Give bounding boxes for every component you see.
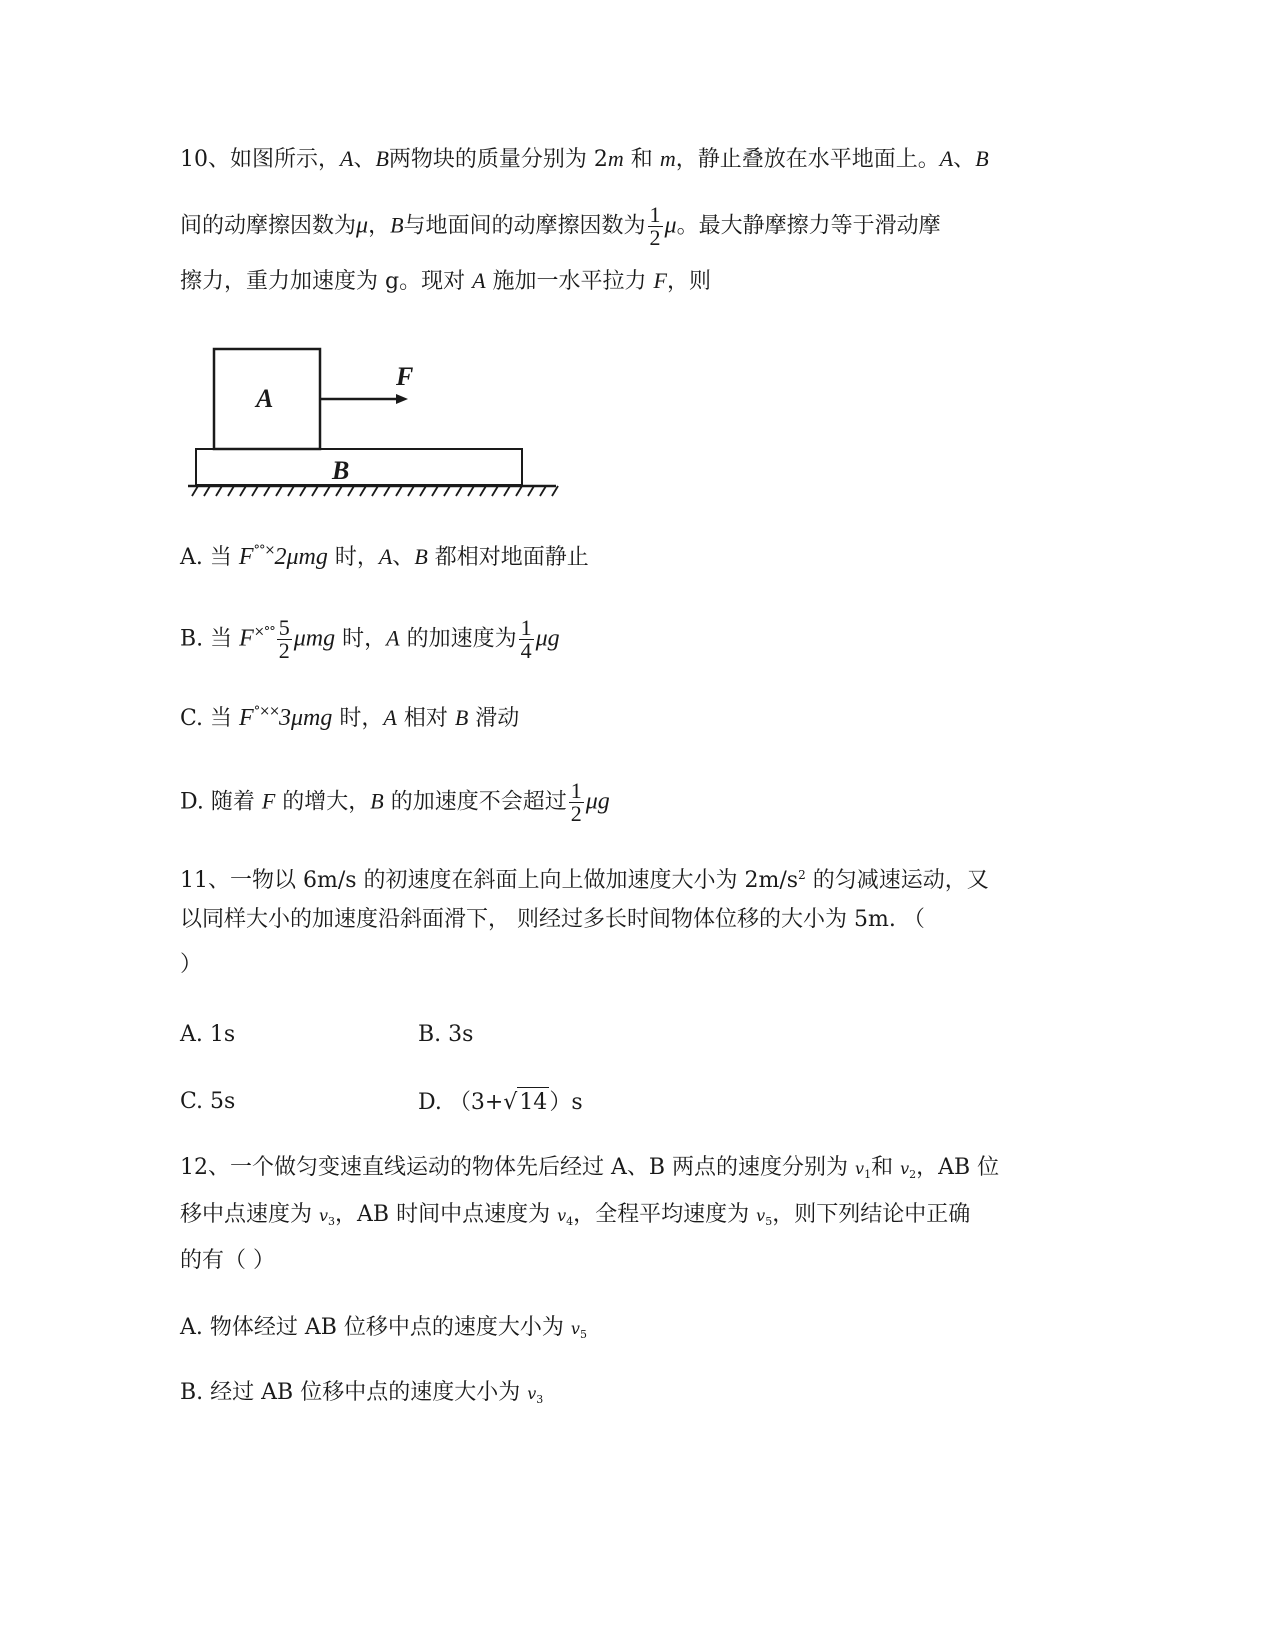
q10-text: 施加一水平拉力 bbox=[485, 269, 654, 294]
q12-line2 bbox=[180, 1200, 970, 1237]
option-text: 的增大， bbox=[275, 789, 371, 815]
option-text: D. （3+ bbox=[418, 1090, 504, 1115]
q12-text: ，全程平均速度为 bbox=[573, 1202, 757, 1227]
fraction-numerator: 1 bbox=[520, 615, 532, 640]
option-text: 滑动 bbox=[468, 706, 520, 731]
q12-text: ，则下列结论中正确 bbox=[772, 1202, 971, 1227]
label-A: A bbox=[256, 384, 274, 413]
option-text: 时， bbox=[332, 706, 384, 731]
q11-option-a: A. 1s bbox=[180, 1022, 236, 1047]
fraction-five-halves bbox=[277, 617, 292, 662]
sqrt-radicand: 14 bbox=[517, 1087, 549, 1118]
hatch-mark bbox=[504, 486, 510, 496]
option-text: A. 当 bbox=[180, 545, 239, 570]
var-B: B bbox=[414, 544, 428, 569]
hatch-mark bbox=[228, 486, 234, 496]
fraction-one-half bbox=[569, 780, 584, 825]
subscript: 5 bbox=[579, 1328, 587, 1341]
var-F: F bbox=[239, 625, 254, 652]
hatch-mark bbox=[372, 486, 378, 496]
q12-text: 和 bbox=[871, 1155, 901, 1180]
q12-option-a bbox=[180, 1313, 587, 1350]
q10-option-c bbox=[180, 697, 519, 734]
fraction-numerator: 1 bbox=[649, 202, 661, 227]
hatch-mark bbox=[384, 486, 390, 496]
var-mu: μ bbox=[664, 212, 677, 239]
hatch-mark bbox=[300, 486, 306, 496]
option-text: C. 当 bbox=[180, 706, 240, 731]
q11-option-c: C. 5s bbox=[180, 1089, 236, 1114]
q11-options-row2 bbox=[180, 1087, 235, 1117]
label-F: F bbox=[396, 362, 414, 391]
q12-line1 bbox=[180, 1153, 999, 1190]
q12-text: ，AB 时间中点速度为 bbox=[335, 1202, 558, 1227]
hatch-mark bbox=[216, 486, 222, 496]
q12-text: 12、一个做匀变速直线运动的物体先后经过 A、B 两点的速度分别为 bbox=[180, 1155, 856, 1180]
q10-line3 bbox=[180, 266, 711, 297]
q11-option-b: B. 3s bbox=[418, 1022, 474, 1047]
hatch-mark bbox=[492, 486, 498, 496]
hatch-mark bbox=[468, 486, 474, 496]
var-v: v bbox=[756, 1206, 766, 1225]
var-v: v bbox=[855, 1159, 865, 1178]
q10-text: ，则 bbox=[666, 269, 711, 294]
hatch-mark bbox=[516, 486, 522, 496]
superscript: 2 bbox=[798, 868, 806, 882]
hatch-mark bbox=[312, 486, 318, 496]
block-diagram bbox=[186, 343, 566, 503]
q10-option-d bbox=[180, 780, 610, 825]
hatch-mark bbox=[204, 486, 210, 496]
math-expr: 3μmg bbox=[279, 705, 333, 731]
var-F: F bbox=[238, 544, 254, 570]
var-B: B bbox=[975, 146, 989, 171]
hatch-mark bbox=[444, 486, 450, 496]
var-A: A bbox=[383, 705, 397, 730]
label-B: B bbox=[332, 456, 350, 485]
option-text: 时， bbox=[335, 626, 387, 652]
ground-hatching bbox=[192, 486, 558, 496]
q10-line2 bbox=[180, 204, 941, 249]
q11-text: 的匀减速运动，又 bbox=[805, 868, 989, 893]
option-text: 相对 bbox=[396, 706, 455, 731]
q10-text: 和 bbox=[623, 147, 660, 172]
q12-line3: 的有（ ） bbox=[180, 1248, 275, 1273]
hatch-mark bbox=[540, 486, 546, 496]
arrow-head-icon bbox=[396, 394, 408, 404]
q12-option-b bbox=[180, 1378, 543, 1415]
q12-text: ，AB 位 bbox=[916, 1155, 1000, 1180]
option-text: 的加速度不会超过 bbox=[383, 789, 567, 815]
fraction-numerator: 1 bbox=[570, 778, 582, 803]
var-v: v bbox=[570, 1319, 580, 1338]
option-text: A. 物体经过 AB 位移中点的速度大小为 bbox=[180, 1315, 571, 1340]
var-A: A bbox=[939, 146, 954, 171]
option-text: D. 随着 bbox=[180, 789, 262, 815]
var-B: B bbox=[375, 146, 389, 171]
hatch-mark bbox=[480, 486, 486, 496]
garbled-symbol: ×°° bbox=[253, 624, 275, 640]
var-A: A bbox=[378, 544, 393, 569]
var-A: A bbox=[472, 268, 486, 293]
q10-text: 两物块的质量分别为 2 bbox=[388, 147, 608, 172]
hatch-mark bbox=[264, 486, 270, 496]
block-B bbox=[196, 449, 522, 485]
q11-line1 bbox=[180, 860, 989, 896]
var-m: m bbox=[659, 146, 676, 171]
fraction-denominator: 4 bbox=[520, 638, 532, 663]
math-expr: μg bbox=[535, 625, 560, 652]
hatch-mark bbox=[432, 486, 438, 496]
option-text: 都相对地面静止 bbox=[427, 545, 589, 570]
math-expr: μmg bbox=[293, 625, 336, 652]
var-m: m bbox=[607, 146, 624, 171]
hatch-mark bbox=[336, 486, 342, 496]
fraction-denominator: 2 bbox=[649, 225, 661, 250]
q11-line2: 以同样大小的加速度沿斜面滑下， 则经过多长时间物体位移的大小为 5m. （ bbox=[180, 907, 925, 932]
var-F: F bbox=[653, 268, 667, 293]
q10-text: 、 bbox=[353, 147, 376, 172]
q10-text: 擦力，重力加速度为 g。现对 bbox=[180, 269, 473, 294]
hatch-mark bbox=[276, 486, 282, 496]
option-text: 时， bbox=[327, 545, 379, 570]
var-v: v bbox=[527, 1384, 537, 1403]
q10-text: 、 bbox=[953, 147, 976, 172]
hatch-mark bbox=[348, 486, 354, 496]
q11-option-d: D. （3+√14）s bbox=[418, 1087, 583, 1118]
var-B: B bbox=[370, 788, 384, 814]
subscript: 2 bbox=[909, 1168, 917, 1181]
q11-line3: ） bbox=[180, 952, 203, 977]
q10-option-a bbox=[180, 536, 589, 573]
hatch-mark bbox=[360, 486, 366, 496]
var-v: v bbox=[900, 1159, 910, 1178]
subscript: 3 bbox=[536, 1393, 544, 1406]
fraction-one-quarter bbox=[519, 617, 534, 662]
q10-text: 间的动摩擦因数为 bbox=[180, 213, 357, 239]
var-F: F bbox=[261, 788, 276, 814]
fraction-denominator: 2 bbox=[570, 801, 582, 826]
garbled-symbol: °×× bbox=[253, 704, 279, 719]
fraction-one-half bbox=[648, 204, 663, 249]
var-B: B bbox=[454, 705, 469, 730]
q10-line1 bbox=[180, 144, 989, 175]
hatch-mark bbox=[420, 486, 426, 496]
var-A: A bbox=[340, 146, 354, 171]
var-A: A bbox=[386, 625, 400, 651]
subscript: 3 bbox=[328, 1215, 336, 1228]
q11-options-row1 bbox=[180, 1020, 235, 1050]
hatch-mark bbox=[552, 486, 558, 496]
var-v: v bbox=[557, 1206, 567, 1225]
option-text: 、 bbox=[392, 545, 415, 570]
hatch-mark bbox=[288, 486, 294, 496]
var-F: F bbox=[239, 705, 254, 731]
option-text: ）s bbox=[549, 1090, 583, 1115]
math-expr: μg bbox=[585, 788, 610, 815]
hatch-mark bbox=[528, 486, 534, 496]
fraction-denominator: 2 bbox=[278, 638, 290, 663]
subscript: 4 bbox=[566, 1215, 574, 1228]
subscript: 5 bbox=[765, 1215, 773, 1228]
option-text: 的加速度为 bbox=[399, 626, 517, 652]
option-text: B. 经过 AB 位移中点的速度大小为 bbox=[180, 1380, 528, 1405]
var-mu: μ bbox=[356, 212, 369, 239]
hatch-mark bbox=[252, 486, 258, 496]
var-v: v bbox=[319, 1206, 329, 1225]
hatch-mark bbox=[396, 486, 402, 496]
hatch-mark bbox=[240, 486, 246, 496]
q10-option-b bbox=[180, 617, 560, 662]
q10-text: ，静止叠放在水平地面上。 bbox=[675, 147, 940, 172]
var-B: B bbox=[390, 212, 404, 238]
q10-text: 。最大静摩擦力等于滑动摩 bbox=[676, 213, 941, 239]
hatch-mark bbox=[192, 486, 198, 496]
fraction-numerator: 5 bbox=[278, 615, 290, 640]
q10-text: 10、如图所示， bbox=[180, 147, 340, 172]
hatch-mark bbox=[324, 486, 330, 496]
option-text: B. 当 bbox=[180, 626, 240, 652]
q10-text: ， bbox=[368, 213, 391, 239]
hatch-mark bbox=[456, 486, 462, 496]
math-expr: 2μmg bbox=[274, 544, 328, 570]
q10-text: 与地面间的动摩擦因数为 bbox=[403, 213, 646, 239]
subscript: 1 bbox=[864, 1168, 872, 1181]
q11-text: 11、一物以 6m/s 的初速度在斜面上向上做加速度大小为 2m/s bbox=[180, 868, 799, 893]
q12-text: 移中点速度为 bbox=[180, 1202, 319, 1227]
garbled-symbol: °°× bbox=[253, 543, 275, 558]
hatch-mark bbox=[408, 486, 414, 496]
